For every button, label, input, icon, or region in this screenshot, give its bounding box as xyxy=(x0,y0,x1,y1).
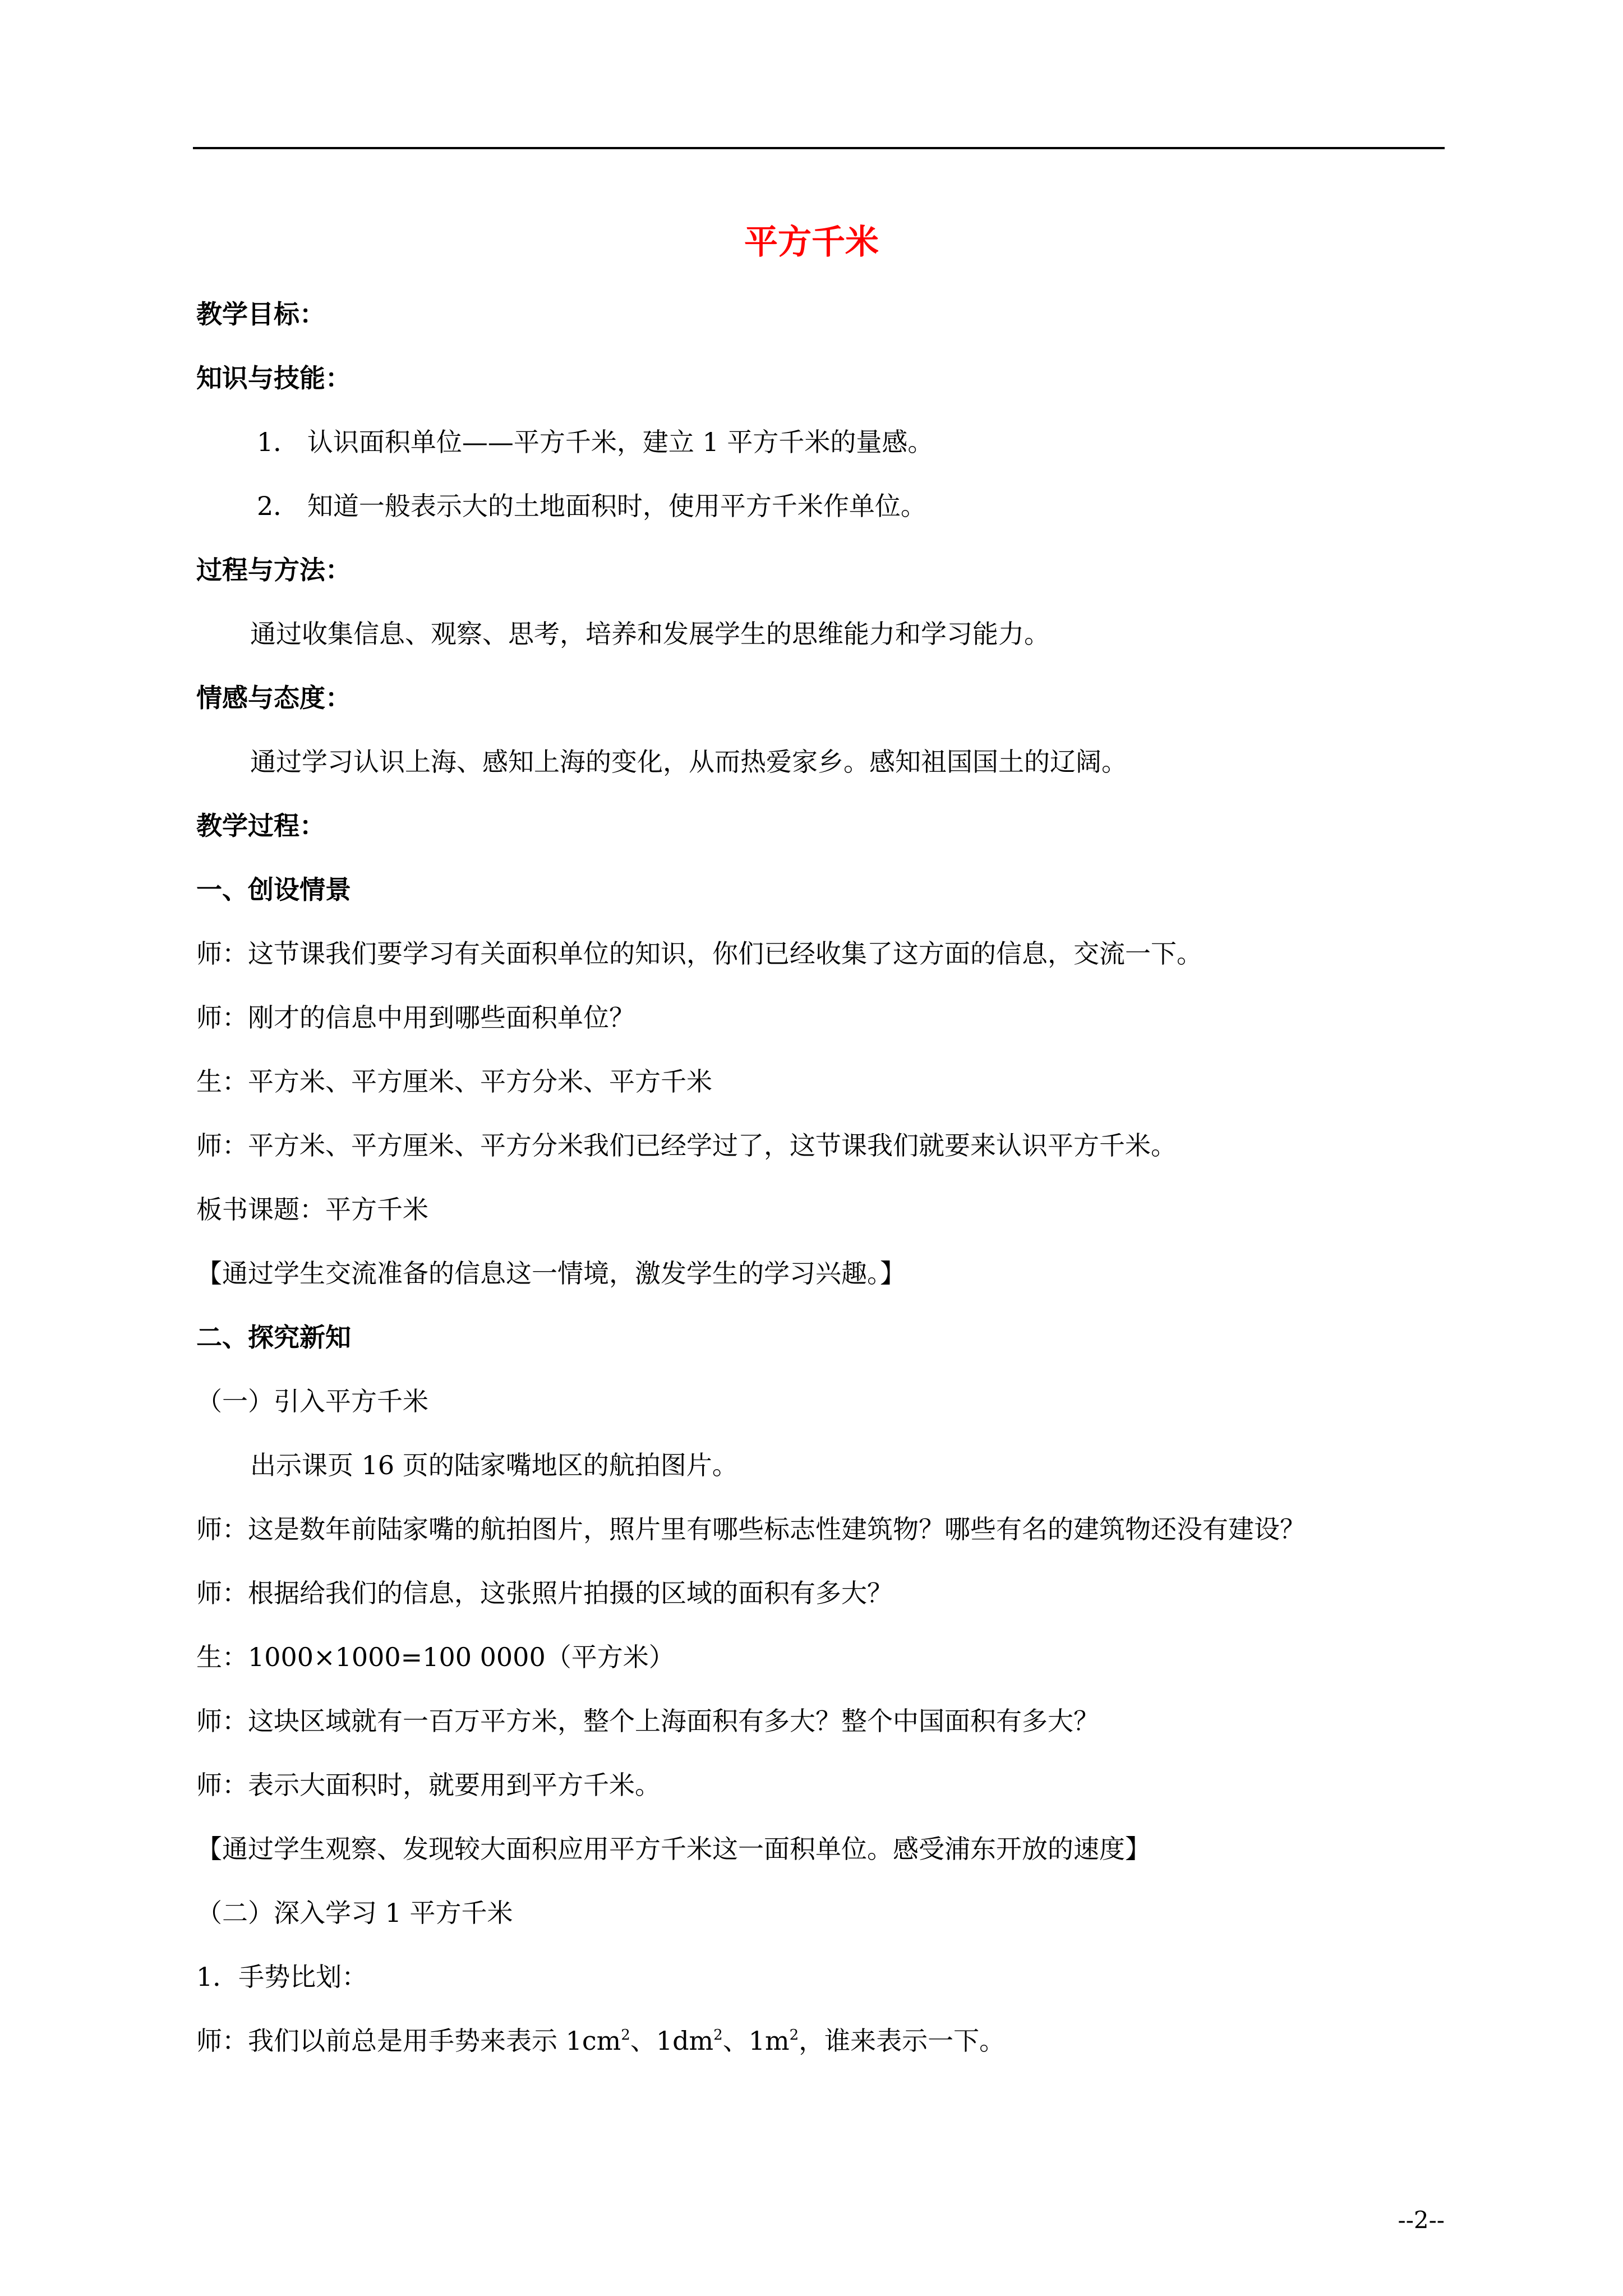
board-title-line: 板书课题：平方千米 xyxy=(196,1194,428,1225)
page-number: --2-- xyxy=(1398,2206,1445,2234)
goal-item-1: 1． 认识面积单位——平方千米，建立 1 平方千米的量感。 xyxy=(257,427,934,457)
header-rule xyxy=(193,147,1445,149)
dialogue-line: 师：这块区域就有一百万平方米，整个上海面积有多大？整个中国面积有多大？ xyxy=(196,1706,1099,1736)
dialogue-line: 师：根据给我们的信息，这张照片拍摄的区域的面积有多大？ xyxy=(196,1578,893,1608)
heading-process-method: 过程与方法： xyxy=(196,555,351,585)
units-text-prefix: 师：我们以前总是用手势来表示 1cm xyxy=(196,2026,621,2056)
annotation-note: 【通过学生观察、发现较大面积应用平方千米这一面积单位。感受浦东开放的速度】 xyxy=(196,1834,1151,1864)
dialogue-line: 师：这是数年前陆家嘴的航拍图片，照片里有哪些标志性建筑物？哪些有名的建筑物还没有建设？ xyxy=(196,1514,1306,1544)
page-title: 平方千米 xyxy=(744,223,879,262)
dialogue-line: 生：1000×1000=100 0000（平方米） xyxy=(196,1642,675,1672)
section-heading-1: 一、创设情景 xyxy=(196,875,351,905)
dialogue-line: 师：表示大面积时，就要用到平方千米。 xyxy=(196,1770,661,1800)
subsection-heading: （二）深入学习 1 平方千米 xyxy=(196,1898,513,1928)
paragraph-process: 通过收集信息、观察、思考，培养和发展学生的思维能力和学习能力。 xyxy=(250,619,1050,649)
dialogue-line: 师：这节课我们要学习有关面积单位的知识，你们已经收集了这方面的信息，交流一下。 xyxy=(196,938,1202,969)
dialogue-line: 师：平方米、平方厘米、平方分米我们已经学过了，这节课我们就要来认识平方千米。 xyxy=(196,1130,1177,1161)
dialogue-line: 师：刚才的信息中用到哪些面积单位？ xyxy=(196,1002,635,1033)
dialogue-line-units xyxy=(196,2024,1005,2058)
dialogue-line: 生：平方米、平方厘米、平方分米、平方千米 xyxy=(196,1066,712,1097)
units-text-suffix: ，谁来表示一下。 xyxy=(799,2026,1006,2056)
heading-emotion-attitude: 情感与态度： xyxy=(196,683,351,713)
superscript-2: 2 xyxy=(621,2027,630,2044)
paragraph-line: 出示课页 16 页的陆家嘴地区的航拍图片。 xyxy=(250,1450,738,1480)
subsection-heading: （一）引入平方千米 xyxy=(196,1386,428,1416)
annotation-note: 【通过学生交流准备的信息这一情境，激发学生的学习兴趣。】 xyxy=(196,1258,906,1289)
heading-teaching-process: 教学过程： xyxy=(196,811,325,841)
superscript-2: 2 xyxy=(713,2027,723,2044)
units-text-mid: 、1dm xyxy=(630,2026,714,2056)
units-text-mid: 、1m xyxy=(722,2026,790,2056)
list-item-heading: 1．手势比划： xyxy=(196,1962,368,1992)
section-heading-2: 二、探究新知 xyxy=(196,1322,351,1352)
superscript-2: 2 xyxy=(789,2027,799,2044)
paragraph-emotion: 通过学习认识上海、感知上海的变化，从而热爱家乡。感知祖国国土的辽阔。 xyxy=(250,747,1127,777)
heading-knowledge-skills: 知识与技能： xyxy=(196,363,351,393)
heading-teaching-goals: 教学目标： xyxy=(196,299,325,329)
goal-item-2: 2． 知道一般表示大的土地面积时，使用平方千米作单位。 xyxy=(257,491,926,521)
